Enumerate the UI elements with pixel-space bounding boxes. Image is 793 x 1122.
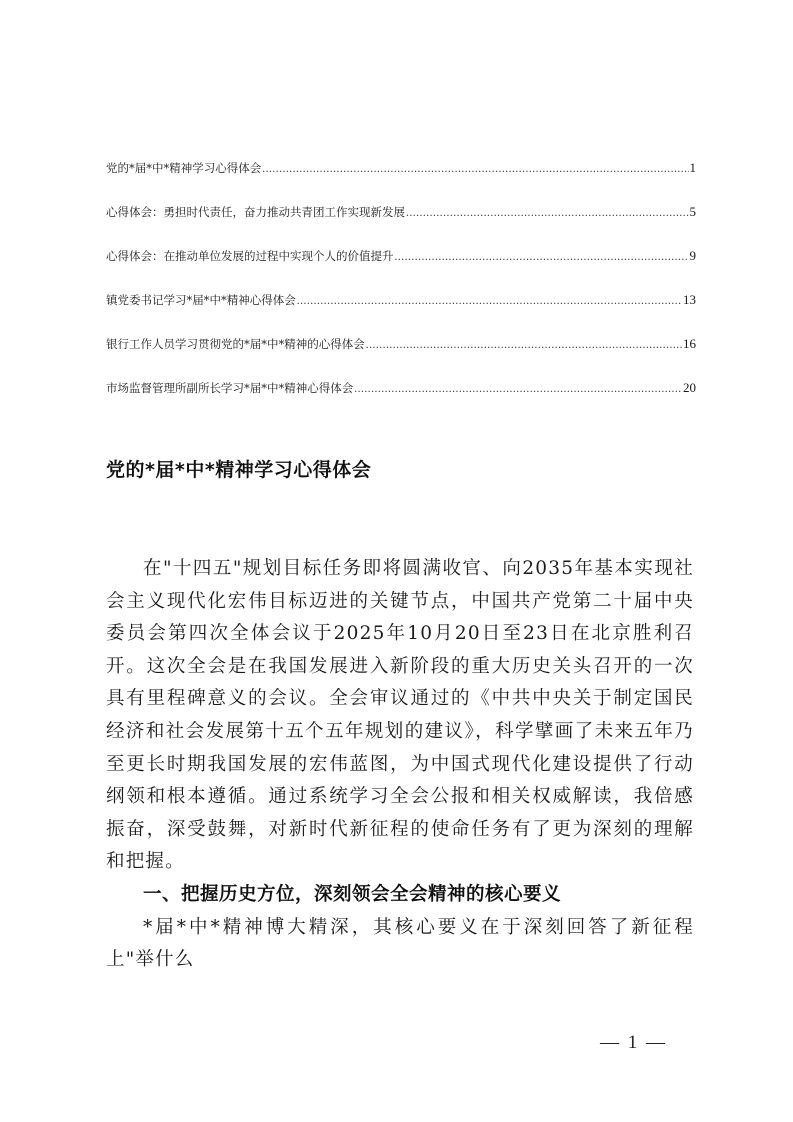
toc-entry[interactable] [106, 292, 696, 313]
toc-entry-page: 9 [689, 248, 696, 263]
toc-entry-page: 16 [683, 336, 696, 351]
document-title: 党的*届*中*精神学习心得体会 [106, 459, 372, 481]
toc-entry-title: 市场监督管理所副所长学习*届*中*精神心得体会 [106, 381, 354, 395]
toc-entry-page: 20 [683, 380, 696, 395]
toc-entry-title: 党的*届*中*精神学习心得体会 [106, 161, 262, 175]
body-paragraph: 在"十四五"规划目标任务即将圆满收官、向2035年基本实现社会主义现代化宏伟目标迈进的关键节点，中国共产党第二十届中央委员会第四次全体会议于2025年10月20日至23日在北京胜利召开。这次全会是在我国发展进入新阶段的重大历史关头召开的一次具有里程碑意义的会议。全会审议通过的《中共中央关于制定国民经济和社会发展第十五个五年规划的建议》，科学擘画了未来五年乃至更长时期我国发展的宏伟蓝图，为中国式现代化建设提供了行动纲领和根本遵循。通过系统学习全会公报和相关权威解读，我倍感振奋，深受鼓舞，对新时代新征程的使命任务有了更为深刻的理解和把握。 [106, 558, 694, 873]
toc-leader-dots [406, 207, 689, 219]
toc-entry[interactable] [106, 380, 696, 401]
toc-leader-dots [354, 383, 682, 395]
toc-leader-dots [395, 251, 689, 263]
table-of-contents [106, 160, 696, 424]
page-number: — 1 — [600, 1032, 667, 1053]
toc-leader-dots [366, 339, 682, 351]
body-paragraph: *届*中*精神博大精深，其核心要义在于深刻回答了新征程上"举什么 [106, 916, 694, 971]
toc-entry-title: 心得体会：勇担时代责任，奋力推动共青团工作实现新发展 [106, 205, 405, 219]
toc-entry-title: 镇党委书记学习*届*中*精神心得体会 [106, 293, 296, 307]
toc-entry[interactable] [106, 336, 696, 357]
toc-entry-title: 心得体会：在推动单位发展的过程中实现个人的价值提升 [106, 249, 394, 263]
toc-entry-page: 5 [689, 204, 696, 219]
toc-entry-page: 1 [689, 160, 696, 175]
toc-entry[interactable] [106, 204, 696, 225]
document-body [106, 553, 694, 977]
section-heading: 一、把握历史方位，深刻领会全会精神的核心要义 [143, 883, 562, 905]
toc-leader-dots [297, 295, 682, 307]
toc-leader-dots [262, 163, 688, 175]
toc-entry-page: 13 [683, 292, 696, 307]
toc-entry[interactable] [106, 248, 696, 269]
toc-entry-title: 银行工作人员学习贯彻党的*届*中*精神的心得体会 [106, 337, 365, 351]
toc-entry[interactable] [106, 160, 696, 181]
